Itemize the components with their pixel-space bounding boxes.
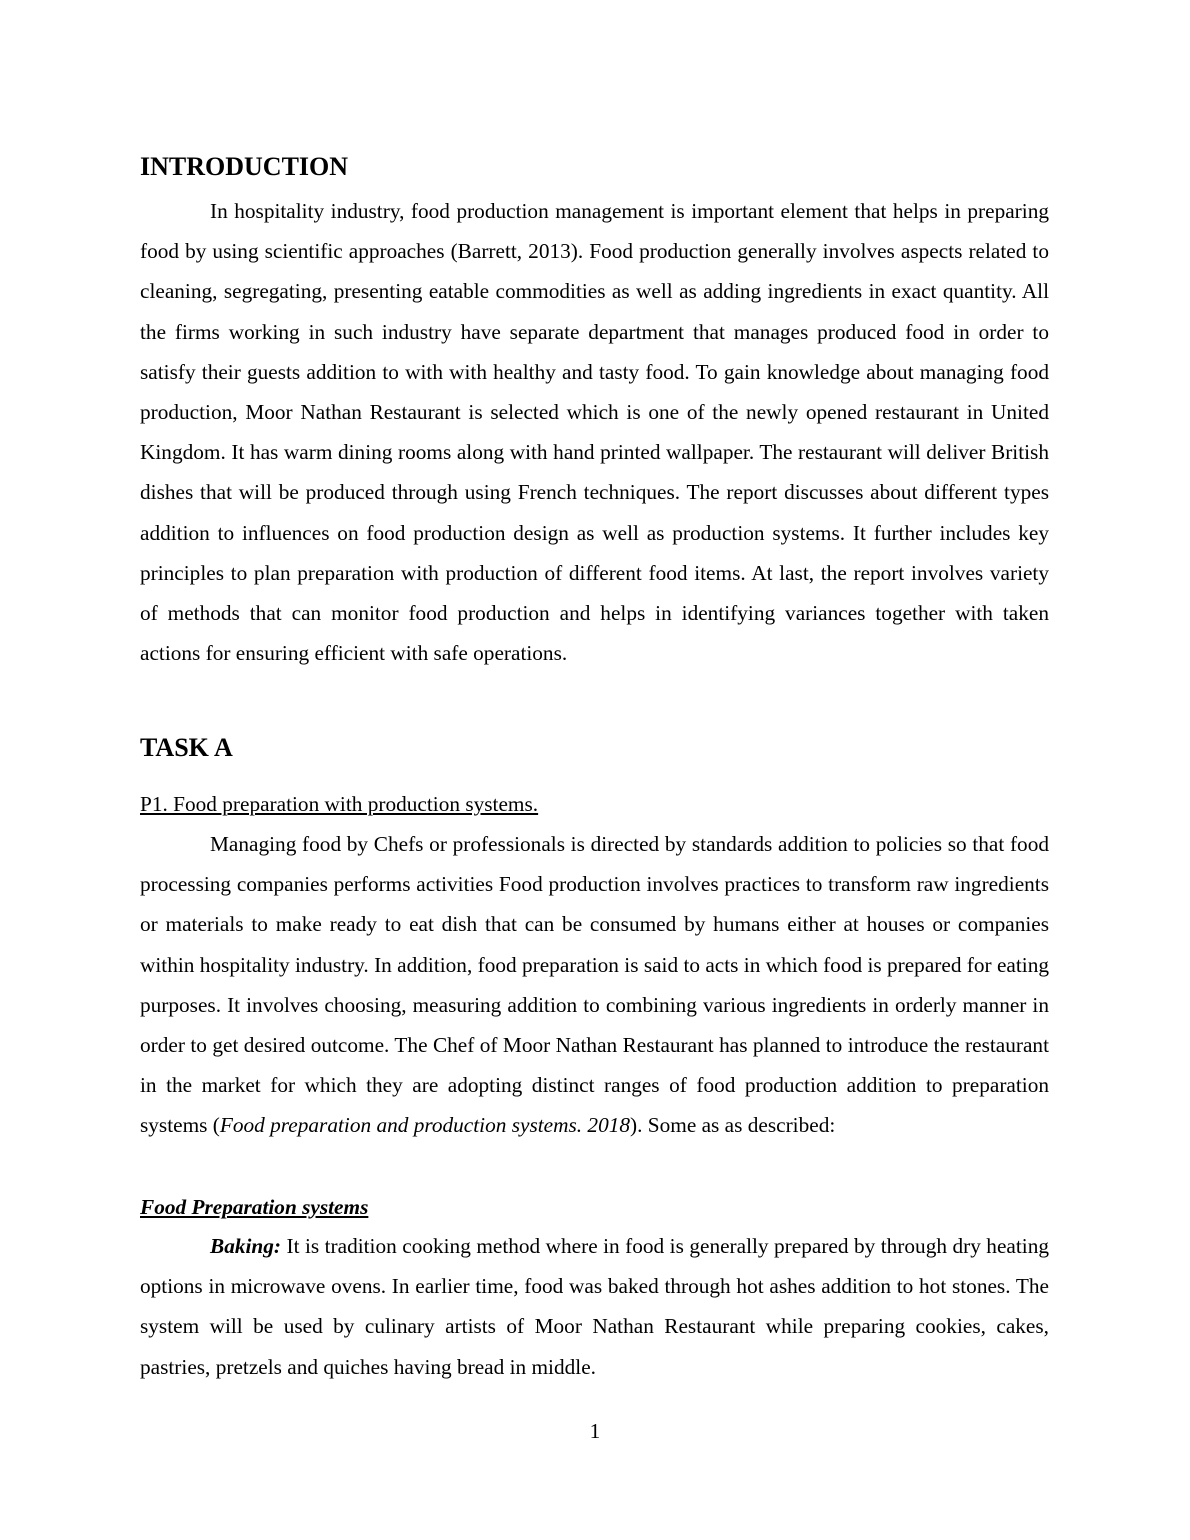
baking-paragraph — [140, 1226, 1049, 1387]
page-number: 1 — [589, 1419, 601, 1443]
food-preparation-systems-heading: Food Preparation systems — [140, 1195, 369, 1219]
task-a-heading: TASK A — [140, 733, 233, 762]
task-a-text: Managing food by Chefs or professionals is directed by standards addition to policies so that food processing companies performs activities Food production involves practices to transform raw ingredients or materials to make ready to eat dish that can be consumed by humans either at houses or companies within hospitality industry. In addition, food preparation is said to acts in which food is prepared for eating purposes. It involves choosing, measuring addition to combining various ingredients in orderly manner in order to get desired outcome. The Chef of Moor Nathan Restaurant has planned to introduce the restaurant in the market for which they are adopting distinct ranges of food production addition to preparation systems ( — [140, 832, 1049, 1138]
task-a-text-tail: ). Some as as described: — [630, 1113, 836, 1138]
introduction-heading: INTRODUCTION — [140, 152, 349, 181]
baking-text: It is tradition cooking method where in food is generally prepared by through dry heating options in microwave ovens. In earlier time, food was baked through hot ashes addition to hot stones. The system will be used by culinary artists of Moor Nathan Restaurant while preparing cookies, cakes, pastries, pretzels and quiches having bread in middle. — [140, 1234, 1049, 1379]
task-a-paragraph — [140, 824, 1049, 1146]
citation-text: Food preparation and production systems. 2018 — [219, 1113, 631, 1138]
introduction-text: In hospitality industry, food production management is important element that helps in preparing food by using scientific approaches (Barrett, 2013). Food production generally involves aspects related to cleaning, segregating, presenting eatable commodities as well as adding ingredients in exact quantity. All the firms working in such industry have separate department that manages produced food in order to satisfy their guests addition to with with healthy and tasty food. To gain knowledge about managing food production, Moor Nathan Restaurant is selected which is one of the newly opened restaurant in United Kingdom. It has warm dining rooms along with hand printed wallpaper. The restaurant will deliver British dishes that will be produced through using French techniques. The report discusses about different types addition to influences on food production design as well as production systems. It further includes key principles to plan preparation with production of different food items. At last, the report involves variety of methods that can monitor food production and helps in identifying variances together with taken actions for ensuring efficient with safe operations. — [140, 199, 1049, 666]
introduction-paragraph — [140, 191, 1049, 673]
p1-subheading: P1. Food preparation with production systems. — [140, 792, 539, 816]
baking-label: Baking: — [210, 1234, 282, 1258]
